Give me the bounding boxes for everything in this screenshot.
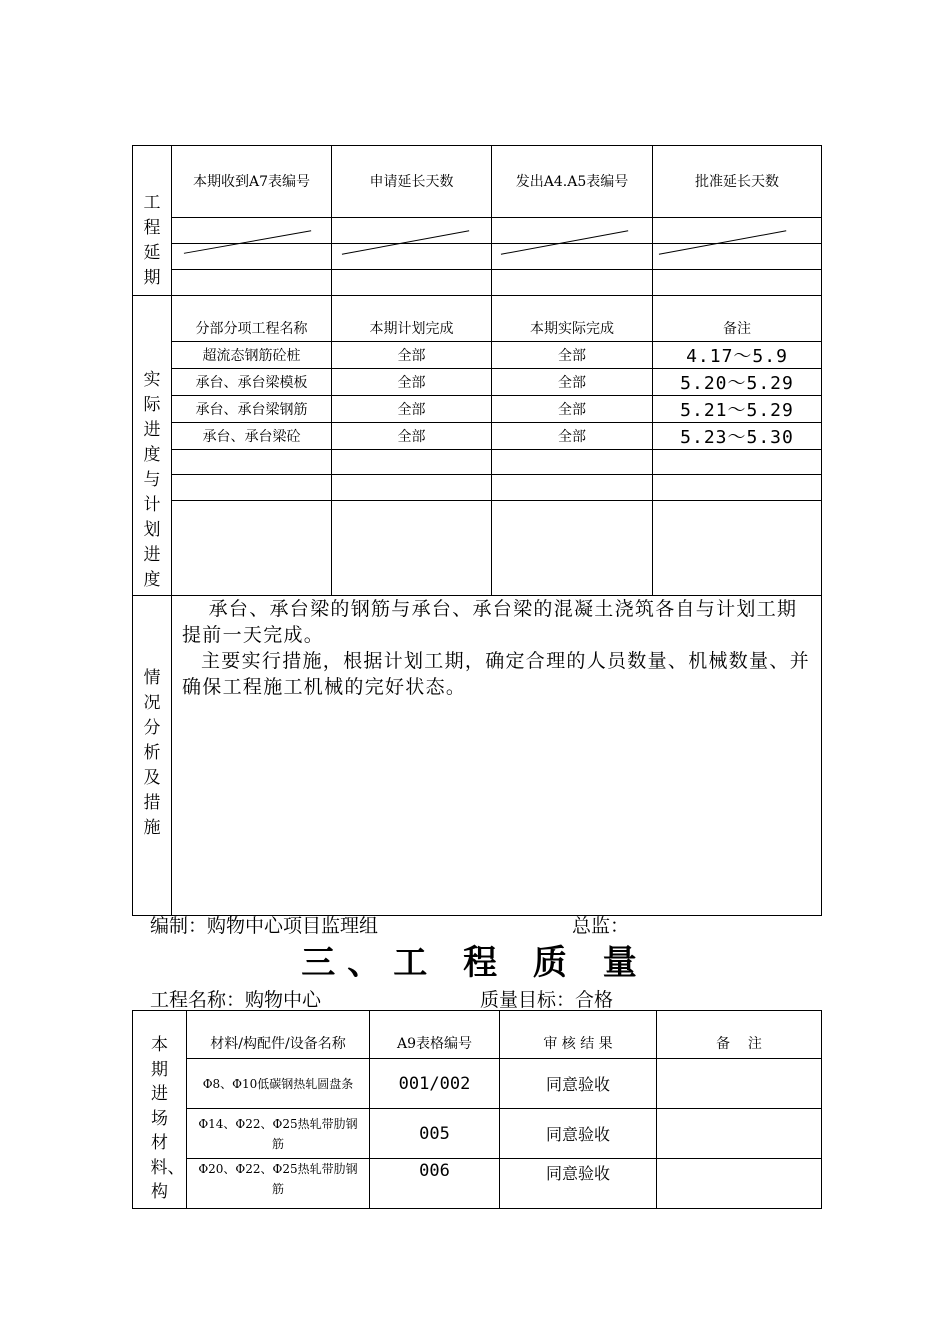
material-name: Φ8、Φ10低碳钢热轧圆盘条: [187, 1059, 370, 1109]
delay-empty-cell: [172, 218, 332, 270]
progress-header-actual: 本期实际完成: [492, 296, 653, 342]
materials-header-result: 审 核 结 果: [500, 1011, 657, 1059]
project-name: 工程名称：购物中心: [150, 989, 322, 1011]
progress-empty-cell: [653, 450, 822, 475]
material-a9-code: 001/002: [370, 1059, 500, 1109]
table-row: [133, 1159, 822, 1209]
materials-header-note: 备 注: [657, 1011, 822, 1059]
progress-item-name: 承台、承台梁砼: [172, 423, 332, 450]
progress-item-name: 承台、承台梁钢筋: [172, 396, 332, 423]
materials-section-label: [133, 1011, 187, 1209]
progress-header-name: 分部分项工程名称: [172, 296, 332, 342]
material-a9-code: 006: [370, 1159, 500, 1209]
delay-header-a7: 本期收到A7表编号: [172, 146, 332, 218]
table-row: [133, 396, 822, 423]
delay-header-requested-days: 申请延长天数: [332, 146, 492, 218]
progress-empty-cell: [172, 450, 332, 475]
progress-empty-cell: [653, 501, 822, 596]
table-row: [133, 450, 822, 475]
delay-label-text: 工程延期: [143, 193, 161, 288]
progress-item-planned: 全部: [332, 342, 492, 369]
material-result: 同意验收: [500, 1159, 657, 1209]
section-title: 三、工 程 质 量: [301, 943, 649, 983]
materials-header-a9: A9表格编号: [370, 1011, 500, 1059]
delay-empty-cell: [653, 270, 822, 296]
delay-empty-cell: [332, 270, 492, 296]
analysis-label-text: 情况分析及措施: [143, 668, 161, 838]
delay-empty-cell: [172, 270, 332, 296]
table-row: [133, 1109, 822, 1159]
analysis-section-label: [133, 596, 172, 916]
delay-empty-cell: [492, 218, 653, 270]
progress-empty-cell: [492, 475, 653, 501]
delay-empty-cell: [492, 270, 653, 296]
quality-target: 质量目标：合格: [480, 989, 614, 1011]
delay-empty-cell: [332, 218, 492, 270]
progress-empty-cell: [172, 475, 332, 501]
progress-empty-cell: [492, 501, 653, 596]
material-result: 同意验收: [500, 1059, 657, 1109]
table-row: [133, 423, 822, 450]
footer-chief: 总监：: [572, 915, 630, 937]
materials-header-name: 材料/构配件/设备名称: [187, 1011, 370, 1059]
progress-item-note: 5.23～5.30: [653, 423, 822, 450]
delay-header-a4a5: 发出A4.A5表编号: [492, 146, 653, 218]
progress-item-note: 5.21～5.29: [653, 396, 822, 423]
progress-item-planned: 全部: [332, 396, 492, 423]
footer-compiled-by: 编制：购物中心项目监理组: [150, 915, 379, 937]
progress-item-name: 超流态钢筋砼桩: [172, 342, 332, 369]
table-row: [133, 342, 822, 369]
progress-item-planned: 全部: [332, 423, 492, 450]
progress-item-note: 5.20～5.29: [653, 369, 822, 396]
material-note: [657, 1109, 822, 1159]
progress-item-planned: 全部: [332, 369, 492, 396]
material-a9-code: 005: [370, 1109, 500, 1159]
progress-item-note: 4.17～5.9: [653, 342, 822, 369]
delay-header-approved-days: 批准延长天数: [653, 146, 822, 218]
progress-item-name: 承台、承台梁模板: [172, 369, 332, 396]
analysis-content: [172, 596, 822, 916]
material-name: Φ20、Φ22、Φ25热轧带肋钢筋: [187, 1159, 370, 1209]
progress-empty-cell: [653, 475, 822, 501]
analysis-paragraph-1: 承台、承台梁的钢筋与承台、承台梁的混凝土浇筑各自与计划工期提前一天完成。: [182, 598, 798, 646]
progress-item-actual: 全部: [492, 342, 653, 369]
progress-empty-cell: [172, 501, 332, 596]
delay-section-label: [133, 146, 172, 296]
progress-empty-cell: [332, 501, 492, 596]
main-report-table: [132, 145, 822, 916]
progress-header-planned: 本期计划完成: [332, 296, 492, 342]
progress-empty-cell: [332, 475, 492, 501]
table-row: [133, 475, 822, 501]
progress-item-actual: 全部: [492, 396, 653, 423]
progress-label-text: 实际进度与计划进度: [143, 370, 161, 590]
materials-label-text: 本期进场材料、构: [150, 1035, 185, 1202]
progress-empty-cell: [332, 450, 492, 475]
progress-empty-cell: [492, 450, 653, 475]
analysis-paragraph-2: 主要实行措施，根据计划工期，确定合理的人员数量、机械数量、并确保工程施工机械的完好状态。: [182, 650, 811, 698]
table-row: [133, 501, 822, 596]
delay-empty-cell: [653, 218, 822, 270]
progress-header-note: 备注: [653, 296, 822, 342]
material-name: Φ14、Φ22、Φ25热轧带肋钢筋: [187, 1109, 370, 1159]
progress-item-actual: 全部: [492, 423, 653, 450]
table-row: [133, 1059, 822, 1109]
progress-item-actual: 全部: [492, 369, 653, 396]
material-result: 同意验收: [500, 1109, 657, 1159]
material-note: [657, 1159, 822, 1209]
table-row: [133, 369, 822, 396]
progress-section-label: [133, 296, 172, 596]
materials-table: [132, 1010, 822, 1209]
material-note: [657, 1059, 822, 1109]
